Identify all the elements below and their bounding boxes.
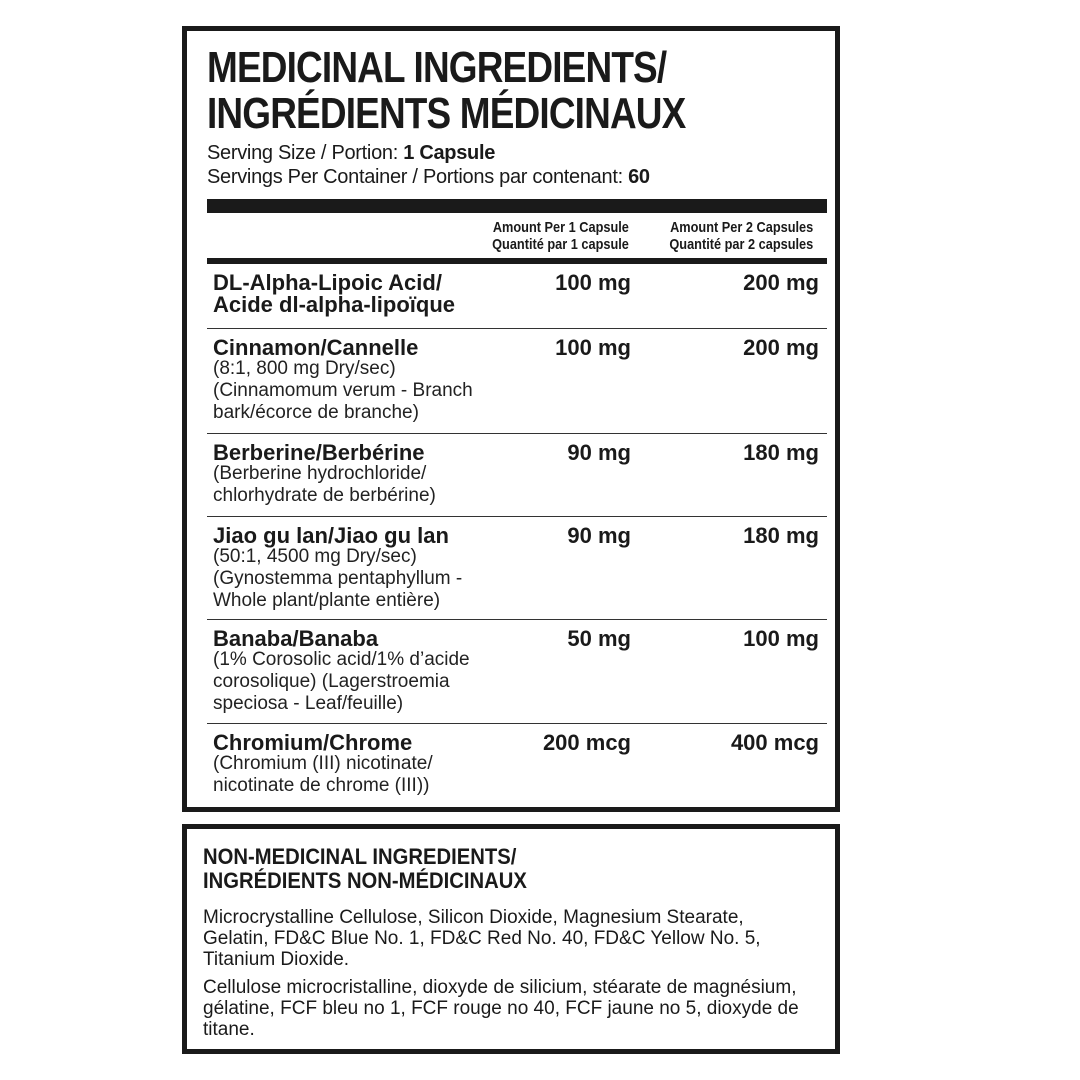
amount-per-2-capsules: 400 mcg	[730, 730, 819, 755]
ingredient-name: DL-Alpha-Lipoic Acid/ Acide dl-alpha-lipoïque	[213, 270, 456, 317]
amount-per-1-capsule: 100 mg	[555, 335, 631, 360]
medicinal-title-line1: MEDICINAL INGREDIENTS/	[207, 43, 667, 92]
col2-line1: Amount Per 2 Capsules	[669, 219, 813, 236]
amount-per-2-capsules: 200 mg	[743, 335, 819, 360]
ingredient-name: Chromium/Chrome	[213, 730, 413, 755]
ingredient-row	[207, 517, 827, 620]
ingredient-row	[207, 434, 827, 517]
col1-line2: Quantité par 1 capsule	[492, 236, 629, 253]
column-header-2-capsules	[669, 219, 813, 253]
serving-size	[207, 141, 495, 165]
ingredient-description: (1% Corosolic acid/1% d’acide corosolique) (Lagerstroemia speciosa - Leaf/feuille)	[213, 649, 470, 714]
non-medicinal-text-english: Microcrystalline Cellulose, Silicon Dioxide, Magnesium Stearate, Gelatin, FD&C Blue No. 1, FD&C Red No. 40, FD&C Yellow No. 5, Titanium Dioxide.	[203, 907, 761, 970]
medicinal-title	[207, 45, 685, 137]
ingredient-row	[207, 724, 827, 807]
ingredient-row	[207, 264, 827, 329]
non-medicinal-ingredients-panel	[182, 824, 840, 1054]
amount-per-1-capsule: 200 mcg	[542, 730, 631, 755]
ingredient-description: (8:1, 800 mg Dry/sec) (Cinnamomum verum - Branch bark/écorce de branche)	[213, 358, 473, 423]
amount-per-2-capsules: 200 mg	[743, 270, 819, 295]
ingredient-description: (50:1, 4500 mg Dry/sec) (Gynostemma pentaphyllum - Whole plant/plante entière)	[213, 546, 463, 611]
serving-size-value: 1 Capsule	[403, 142, 496, 164]
non-medicinal-title-line1: NON-MEDICINAL INGREDIENTS/	[203, 844, 517, 869]
ingredient-name: Jiao gu lan/Jiao gu lan	[213, 523, 449, 548]
ingredient-row	[207, 620, 827, 724]
column-header-1-capsule	[492, 219, 629, 253]
non-medicinal-title-line2: INGRÉDIENTS NON-MÉDICINAUX	[203, 868, 527, 893]
col2-line2: Quantité par 2 capsules	[669, 236, 813, 253]
medicinal-ingredients-panel	[182, 26, 840, 812]
servings-per-container	[207, 165, 650, 189]
ingredient-description: (Berberine hydrochloride/ chlorhydrate de berbérine)	[213, 463, 436, 506]
thick-divider	[207, 199, 827, 213]
non-medicinal-text-french: Cellulose microcristalline, dioxyde de silicium, stéarate de magnésium, gélatine, FCF bleu no 1, FCF rouge no 40, FCF jaune no 5, dioxyde de titane.	[203, 977, 799, 1040]
amount-per-2-capsules: 100 mg	[743, 626, 819, 651]
amount-per-2-capsules: 180 mg	[743, 440, 819, 465]
non-medicinal-title	[203, 845, 527, 893]
amount-per-1-capsule: 50 mg	[567, 626, 631, 651]
ingredient-row	[207, 329, 827, 434]
serving-size-label: Serving Size / Portion:	[207, 142, 398, 164]
amount-per-1-capsule: 90 mg	[567, 523, 631, 548]
amount-per-1-capsule: 100 mg	[555, 270, 631, 295]
servings-per-value: 60	[628, 166, 650, 188]
servings-per-label: Servings Per Container / Portions par contenant:	[207, 166, 623, 188]
amount-per-1-capsule: 90 mg	[567, 440, 631, 465]
ingredient-description: (Chromium (III) nicotinate/ nicotinate de chrome (III))	[213, 753, 433, 796]
ingredient-name: Berberine/Berbérine	[213, 440, 425, 465]
amount-per-2-capsules: 180 mg	[743, 523, 819, 548]
ingredient-name: Cinnamon/Cannelle	[213, 335, 419, 360]
ingredient-name: Banaba/Banaba	[213, 626, 379, 651]
medicinal-title-line2: INGRÉDIENTS MÉDICINAUX	[207, 89, 686, 138]
col1-line1: Amount Per 1 Capsule	[492, 219, 629, 236]
